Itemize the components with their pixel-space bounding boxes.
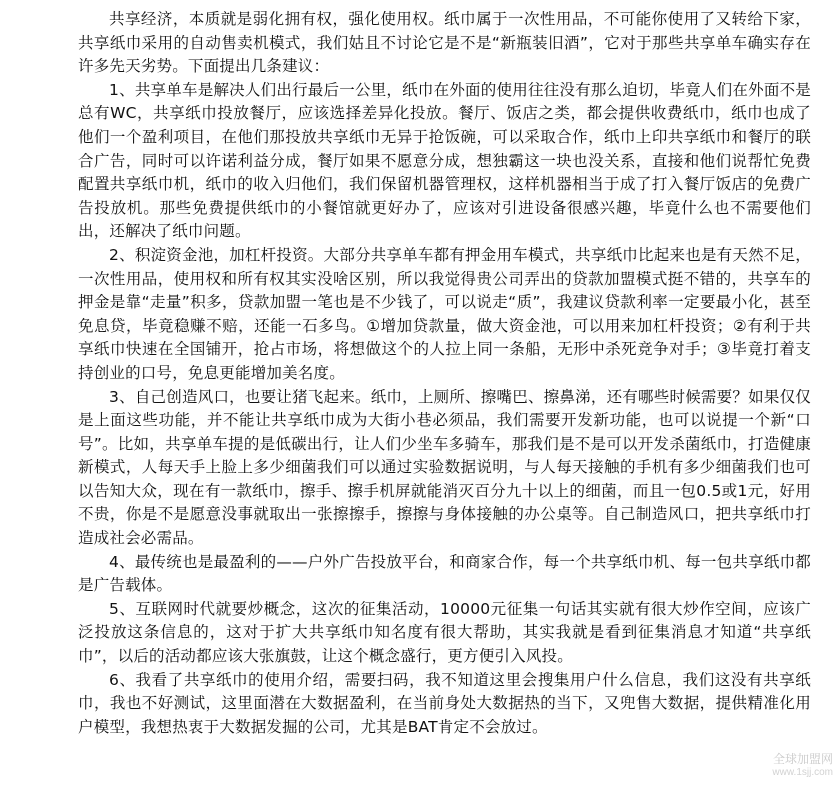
suggestion-paragraph-2: 2、积淀资金池，加杠杆投资。大部分共享单车都有押金用车模式，共享纸巾比起来也是有天然不足，一次性用品，使用权和所有权其实没啥区别，所以我觉得贵公司弄出的贷款加盟模式挺不错的，共享车的押金是靠“走量”积多，贷款加盟一笔也是不少钱了，可以说走“质”，我建议贷款利率一定要最小化，甚至免息贷，毕竟稳赚不赔，还能一石多鸟。①增加贷款量，做大资金池，可以用来加杠杆投资；②有利于共享纸巾快速在全国铺开，抢占市场，将想做这个的人拉上同一条船，无形中杀死竞争对手；③毕竟打着支持创业的口号，免息更能增加美名度。	[78, 245, 811, 382]
suggestion-paragraph-6: 6、我看了共享纸巾的使用介绍，需要扫码，我不知道这里会搜集用户什么信息，我们这没有共享纸巾，我也不好测试，这里面潜在大数据盈利，在当前身处大数据热的当下，又兜售大数据，提供精准化用户模型，我想热衷于大数据发掘的公司，尤其是BAT肯定不会放过。	[78, 670, 811, 736]
intro-paragraph: 共享经济，本质就是弱化拥有权，强化使用权。纸巾属于一次性用品，不可能你使用了又转给下家，共享纸巾采用的自动售卖机模式，我们姑且不讨论它是不是“新瓶装旧酒”，它对于那些共享单车确实存在许多先天劣势。下面提出几条建议：	[78, 10, 811, 76]
watermark-title: 全球加盟网	[772, 752, 833, 766]
suggestion-paragraph-5: 5、互联网时代就要炒概念，这次的征集活动，10000元征集一句话其实就有很大炒作空间，应该广泛投放这条信息的，这对于扩大共享纸巾知名度有很大帮助，其实我就是看到征集消息才知道“共享纸巾”，以后的活动都应该大张旗鼓，让这个概念盛行，更方便引入风投。	[78, 599, 811, 666]
suggestion-paragraph-1: 1、共享单车是解决人们出行最后一公里，纸巾在外面的使用往往没有那么迫切，毕竟人们在外面不是总有WC，共享纸巾投放餐厅，应该选择差异化投放。餐厅、饭店之类，都会提供收费纸巾，纸巾也成了他们一个盈利项目，在他们那投放共享纸巾无异于抢饭碗，可以采取合作，纸巾上印共享纸巾和餐厅的联合广告，同时可以许诺利益分成，餐厅如果不愿意分成，想独霸这一块也没关系，直接和他们说帮忙免费配置共享纸巾机，纸巾的收入归他们，我们保留机器管理权，这样机器相当于成了打入餐厅饭店的免费广告投放机。那些免费提供纸巾的小餐馆就更好办了，应该对引进设备很感兴趣，毕竟什么也不需要他们出，还解决了纸巾问题。	[78, 80, 811, 241]
site-watermark	[772, 752, 833, 780]
suggestion-paragraph-4: 4、最传统也是最盈利的——户外广告投放平台，和商家合作，每一个共享纸巾机、每一包共享纸巾都是广告载体。	[78, 552, 811, 595]
watermark-url: www.1sjj.com	[772, 767, 833, 778]
suggestion-paragraph-3: 3、自己创造风口，也要让猪飞起来。纸巾，上厕所、擦嘴巴、擦鼻涕，还有哪些时候需要？如果仅仅是上面这些功能，并不能让共享纸巾成为大街小巷必须品，我们需要开发新功能，也可以说提一个新“口号”。比如，共享单车提的是低碳出行，让人们少坐车多骑车，那我们是不是可以开发杀菌纸巾，打造健康新模式，人每天手上脸上多少细菌我们可以通过实验数据说明，与人每天接触的手机有多少细菌我们也可以告知大众，现在有一款纸巾，擦手、擦手机屏就能消灭百分九十以上的细菌，而且一包0.5或1元，好用不贵，你是不是愿意没事就取出一张擦擦手，擦擦与身体接触的办公桌等。自己制造风口，把共享纸巾打造成社会必需品。	[78, 387, 811, 548]
